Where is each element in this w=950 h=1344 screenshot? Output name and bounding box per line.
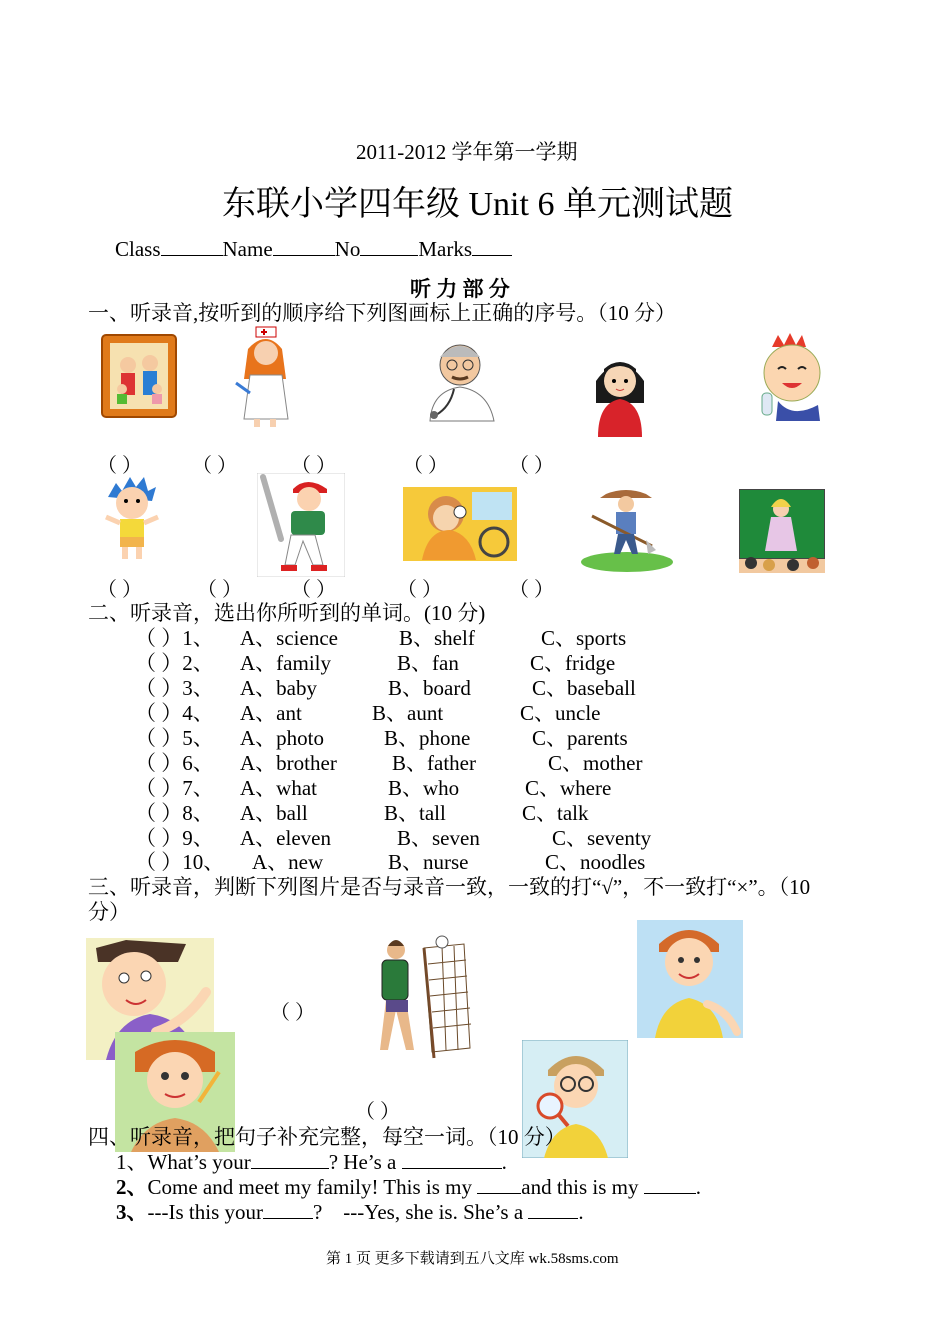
- section4-heading: 四、听录音，把句子补充完整，每空一词。（10 分）: [88, 1125, 566, 1149]
- q2-blank-1[interactable]: [477, 1175, 521, 1194]
- q2-option-c: C、fridge: [530, 651, 616, 675]
- q10-option-a: A、new: [252, 850, 324, 874]
- q10-option-b: B、nurse: [388, 850, 469, 874]
- answer-paren-2[interactable]: （ ）: [192, 455, 237, 477]
- baby-icon: [752, 329, 834, 423]
- q8-option-b: B、tall: [384, 801, 446, 825]
- answer-paren-1[interactable]: （ ）: [97, 455, 142, 477]
- class-blank[interactable]: [161, 237, 223, 256]
- page-title: 东联小学四年级 Unit 6 单元测试题: [222, 186, 733, 223]
- q5-option-a: A、photo: [240, 726, 324, 750]
- q6-number[interactable]: （ ）6、: [135, 751, 214, 775]
- section3-heading-line1: 三、听录音，判断下列图片是否与录音一致，一致的打“√”，不一致打“×”。（10: [88, 875, 811, 899]
- q7-option-b: B、who: [388, 776, 460, 800]
- q5-option-c: C、parents: [532, 726, 628, 750]
- family-photo-icon: [100, 333, 178, 419]
- driver-icon: [402, 486, 518, 562]
- boy-icon: [98, 473, 168, 561]
- q9-option-c: C、seventy: [552, 826, 652, 850]
- answer-paren-5[interactable]: （ ）: [509, 455, 554, 477]
- q4-option-a: A、ant: [240, 701, 302, 725]
- answer-paren-7[interactable]: （ ）: [197, 579, 242, 601]
- teacher-icon: [739, 489, 825, 573]
- answer-paren-3[interactable]: （ ）: [291, 455, 336, 477]
- q1-option-a: A、science: [240, 626, 338, 650]
- q1-blank-1[interactable]: [251, 1150, 329, 1169]
- volleyball-player-icon: [376, 934, 472, 1066]
- q2-blank-2[interactable]: [644, 1175, 696, 1194]
- answer-paren-10[interactable]: （ ）: [509, 579, 554, 601]
- boy-pointing-icon: [637, 920, 743, 1038]
- answer-paren-9[interactable]: （ ）: [397, 579, 442, 601]
- answer-paren-6[interactable]: （ ）: [97, 579, 142, 601]
- q3-blank-1[interactable]: [263, 1200, 313, 1219]
- q1-option-b: B、shelf: [399, 626, 475, 650]
- girl-icon: [592, 351, 648, 439]
- fill-question-3: 3、---Is this your ? ---Yes, she is. She’s a .: [116, 1200, 584, 1224]
- fill-question-1: 1、What’s your ? He’s a .: [116, 1150, 507, 1174]
- no-blank[interactable]: [360, 237, 418, 256]
- q1-option-c: C、sports: [541, 626, 627, 650]
- q3-option-c: C、baseball: [532, 676, 636, 700]
- q1-number[interactable]: （ ）1、: [135, 626, 214, 650]
- q8-option-a: A、ball: [240, 801, 308, 825]
- q10-number[interactable]: （ ）10、: [135, 850, 225, 874]
- section3-heading-line2: 分）: [88, 900, 130, 924]
- listening-title: 听 力 部 分: [410, 277, 510, 301]
- q10-option-c: C、noodles: [545, 850, 646, 874]
- marks-label: Marks: [418, 237, 473, 261]
- answer-paren-4[interactable]: （ ）: [403, 455, 448, 477]
- q4-option-c: C、uncle: [520, 701, 601, 725]
- q6-option-b: B、father: [392, 751, 476, 775]
- page-footer: 第 1 页 更多下载请到五八文库 wk.58sms.com: [326, 1251, 619, 1267]
- section2-heading: 二、听录音，选出你所听到的单词。(10 分): [88, 601, 486, 625]
- name-blank[interactable]: [273, 237, 335, 256]
- q7-option-c: C、where: [525, 776, 612, 800]
- q3-option-a: A、baby: [240, 676, 317, 700]
- answer-paren-8[interactable]: （ ）: [291, 579, 336, 601]
- q9-option-a: A、eleven: [240, 826, 331, 850]
- student-info-line: [115, 237, 512, 262]
- q3-option-b: B、board: [388, 676, 471, 700]
- section1-heading: 一、听录音,按听到的顺序给下列图画标上正确的序号。（10 分）: [88, 301, 676, 325]
- judge-paren-2[interactable]: （ ）: [355, 1101, 400, 1123]
- q7-option-a: A、what: [240, 776, 317, 800]
- q8-number[interactable]: （ ）8、: [135, 801, 214, 825]
- q4-option-b: B、aunt: [372, 701, 444, 725]
- q3-blank-2[interactable]: [528, 1200, 578, 1219]
- farmer-icon: [578, 484, 676, 572]
- baseball-player-icon: [257, 473, 345, 577]
- term-label: 2011-2012 学年第一学期: [356, 140, 578, 164]
- fill-question-2: 2、Come and meet my family! This is my and this is my .: [116, 1175, 702, 1199]
- q2-option-a: A、family: [240, 651, 331, 675]
- nurse-icon: [232, 325, 296, 429]
- no-label: No: [334, 237, 361, 261]
- q6-option-a: A、brother: [240, 751, 337, 775]
- doctor-icon: [424, 337, 504, 423]
- q3-number[interactable]: （ ）3、: [135, 676, 214, 700]
- q2-option-b: B、fan: [397, 651, 459, 675]
- q7-number[interactable]: （ ）7、: [135, 776, 214, 800]
- q9-option-b: B、seven: [397, 826, 480, 850]
- marks-blank[interactable]: [472, 237, 512, 256]
- q2-number[interactable]: （ ）2、: [135, 651, 214, 675]
- judge-paren-1[interactable]: （ ）: [270, 1002, 315, 1024]
- q5-number[interactable]: （ ）5、: [135, 726, 214, 750]
- q1-blank-2[interactable]: [402, 1150, 502, 1169]
- q8-option-c: C、talk: [522, 801, 589, 825]
- q6-option-c: C、mother: [548, 751, 643, 775]
- q9-number[interactable]: （ ）9、: [135, 826, 214, 850]
- q4-number[interactable]: （ ）4、: [135, 701, 214, 725]
- name-label: Name: [222, 237, 273, 261]
- q5-option-b: B、phone: [384, 726, 471, 750]
- class-label: Class: [115, 237, 161, 261]
